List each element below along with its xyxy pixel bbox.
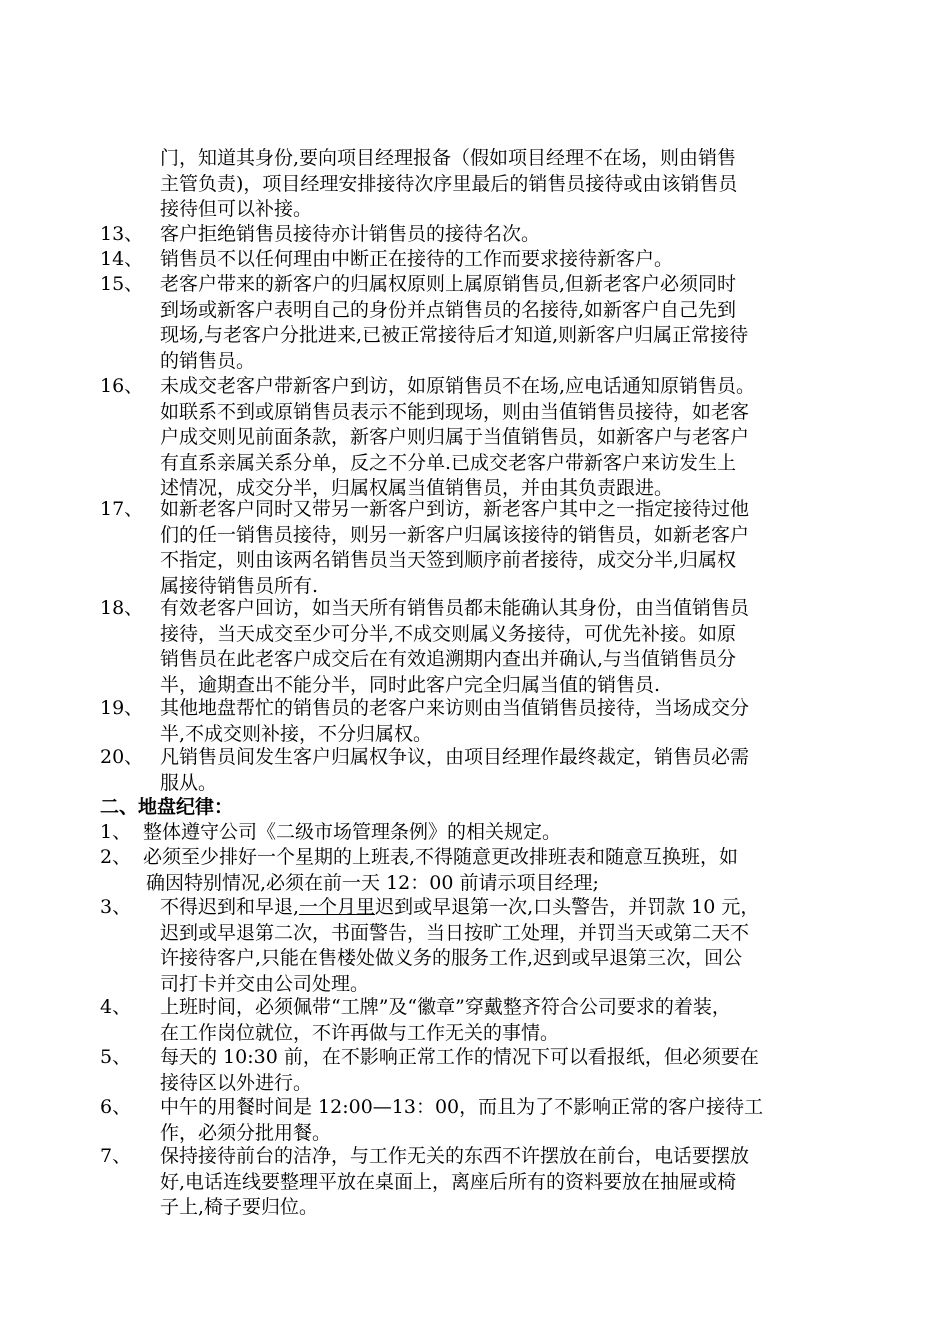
item-number: 7、: [100, 1145, 132, 1167]
item-text: [160, 272, 860, 374]
text-line: 不指定，则由该两名销售员当天签到顺序前者接待，成交分半,归属权: [160, 549, 737, 571]
text-line: 接待，当天成交至少可分半,不成交则属义务接待，可优先补接。如原: [160, 622, 737, 645]
item-number: 2、: [100, 846, 132, 868]
text-line: 有效老客户回访，如当天所有销售员都未能确认其身份，由当值销售员: [160, 597, 750, 619]
item-number: 6、: [100, 1096, 132, 1118]
item-number: 3、: [100, 896, 132, 918]
item-text: [160, 895, 860, 997]
item-number: 1、: [100, 821, 132, 843]
text-line: 作，必须分批用餐。: [160, 1121, 332, 1144]
item-text: [160, 1045, 860, 1096]
continuation-paragraph: [160, 146, 860, 223]
text-line: 许接待客户,只能在售楼处做义务的服务工作,迟到或早退第三次，回公: [160, 947, 743, 969]
item-text: [160, 1144, 860, 1221]
item-text: [160, 995, 860, 1046]
text-line: 凡销售员间发生客户归属权争议，由项目经理作最终裁定，销售员必需: [160, 746, 750, 768]
item-number: 14、: [100, 248, 144, 270]
text-line: [160, 895, 860, 921]
text-segment: 迟到或早退第一次,口头警告，并罚款 10 元，: [375, 896, 760, 918]
item-text: [160, 596, 860, 698]
text-line: 好,电话连线要整理平放在桌面上，离座后所有的资料要放在抽屉或椅: [160, 1170, 737, 1193]
text-line: 们的任一销售员接待，则另一新客户归属该接待的销售员，如新老客户: [160, 523, 750, 546]
text-line: 属接待销售员所有.: [160, 574, 319, 597]
underlined-text: 一个月里: [299, 896, 376, 918]
text-line: 销售员不以任何理由中断正在接待的工作而要求接待新客户。: [160, 248, 674, 270]
item-text: [160, 1095, 860, 1146]
item-number: 4、: [100, 996, 132, 1018]
item-text: [160, 222, 860, 248]
text-line: 如新老客户同时又带另一新客户到访，新老客户其中之一指定接待过他: [160, 498, 750, 520]
text-line: 子上,椅子要归位。: [160, 1196, 319, 1218]
item-number: 13、: [100, 223, 144, 245]
section-heading: 二、地盘纪律：: [100, 796, 234, 818]
text-line: 现场,与老客户分批进来,已被正常接待后才知道,则新客户归属正常接待: [160, 324, 749, 346]
text-line: 到场或新客户表明自己的身份并点销售员的名接待,如新客户自己先到: [160, 298, 737, 321]
item-number: 19、: [100, 697, 144, 719]
text-line: 述情况，成交分半，归属权属当值销售员，并由其负责跟进。: [160, 477, 674, 499]
item-number: 16、: [100, 375, 144, 397]
item-text: [160, 745, 860, 796]
text-line: 老客户带来的新客户的归属权原则上属原销售员,但新老客户必须同时: [160, 273, 737, 295]
item-number: 15、: [100, 273, 144, 295]
text-line: 每天的 10:30 前，在不影响正常工作的情况下可以看报纸，但必须要在: [160, 1046, 759, 1068]
text-line: 户成交则见前面条款，新客户则归属于当值销售员，如新客户与老客户: [160, 426, 750, 448]
item-number: 20、: [100, 746, 144, 768]
text-line: 半，逾期查出不能分半，同时此客户完全归属当值的销售员.: [160, 673, 661, 696]
item-text: [143, 820, 843, 846]
text-segment: 不得迟到和早退,: [160, 896, 300, 918]
item-number: 17、: [100, 498, 144, 520]
text-line: 客户拒绝销售员接待亦计销售员的接待名次。: [160, 223, 541, 245]
text-line: 确因特别情况,必须在前一天 12：00 前请示项目经理;: [146, 871, 599, 894]
item-text: [160, 374, 860, 502]
text-line: 门，知道其身份,要向项目经理报备（假如项目经理不在场，则由销售: [160, 147, 737, 169]
text-line: 保持接待前台的洁净，与工作无关的东西不许摆放在前台，电话要摆放: [160, 1145, 750, 1167]
text-line: 上班时间，必须佩带“工牌”及“徽章”穿戴整齐符合公司要求的着装，: [160, 996, 731, 1018]
text-line: 中午的用餐时间是 12:00—13：00，而且为了不影响正常的客户接待工: [160, 1096, 764, 1118]
text-line: 半,不成交则补接，不分归属权。: [160, 722, 433, 745]
text-line: 有直系亲属关系分单，反之不分单.已成交老客户带新客户来访发生上: [160, 451, 737, 474]
text-line: 未成交老客户带新客户到访，如原销售员不在场,应电话通知原销售员。: [160, 375, 756, 397]
text-line: 其他地盘帮忙的销售员的老客户来访则由当值销售员接待，当场成交分: [160, 697, 750, 719]
item-number: 18、: [100, 597, 144, 619]
text-line: 服从。: [160, 771, 218, 794]
item-number: 5、: [100, 1046, 132, 1068]
text-line: 主管负责)，项目经理安排接待次序里最后的销售员接待或由该销售员: [160, 172, 738, 195]
item-text: [160, 247, 860, 273]
text-line: 接待但可以补接。: [160, 198, 313, 220]
text-line: 的销售员。: [160, 349, 256, 372]
text-line: 接待区以外进行。: [160, 1071, 313, 1094]
item-text: [143, 845, 863, 896]
item-text: [160, 696, 860, 747]
item-text: [160, 497, 860, 599]
text-line: 在工作岗位就位，不许再做与工作无关的事情。: [160, 1021, 560, 1044]
text-line: 迟到或早退第二次，书面警告，当日按旷工处理，并罚当天或第二天不: [160, 921, 750, 944]
text-line: 司打卡并交由公司处理。: [160, 972, 370, 995]
text-line: 如联系不到或原销售员表示不能到现场，则由当值销售员接待，如老客: [160, 400, 750, 423]
text-line: 整体遵守公司《二级市场管理条例》的相关规定。: [143, 821, 562, 843]
text-line: 必须至少排好一个星期的上班表,不得随意更改排班表和随意互换班，如: [143, 846, 739, 868]
text-line: 销售员在此老客户成交后在有效追溯期内查出并确认,与当值销售员分: [160, 648, 737, 670]
